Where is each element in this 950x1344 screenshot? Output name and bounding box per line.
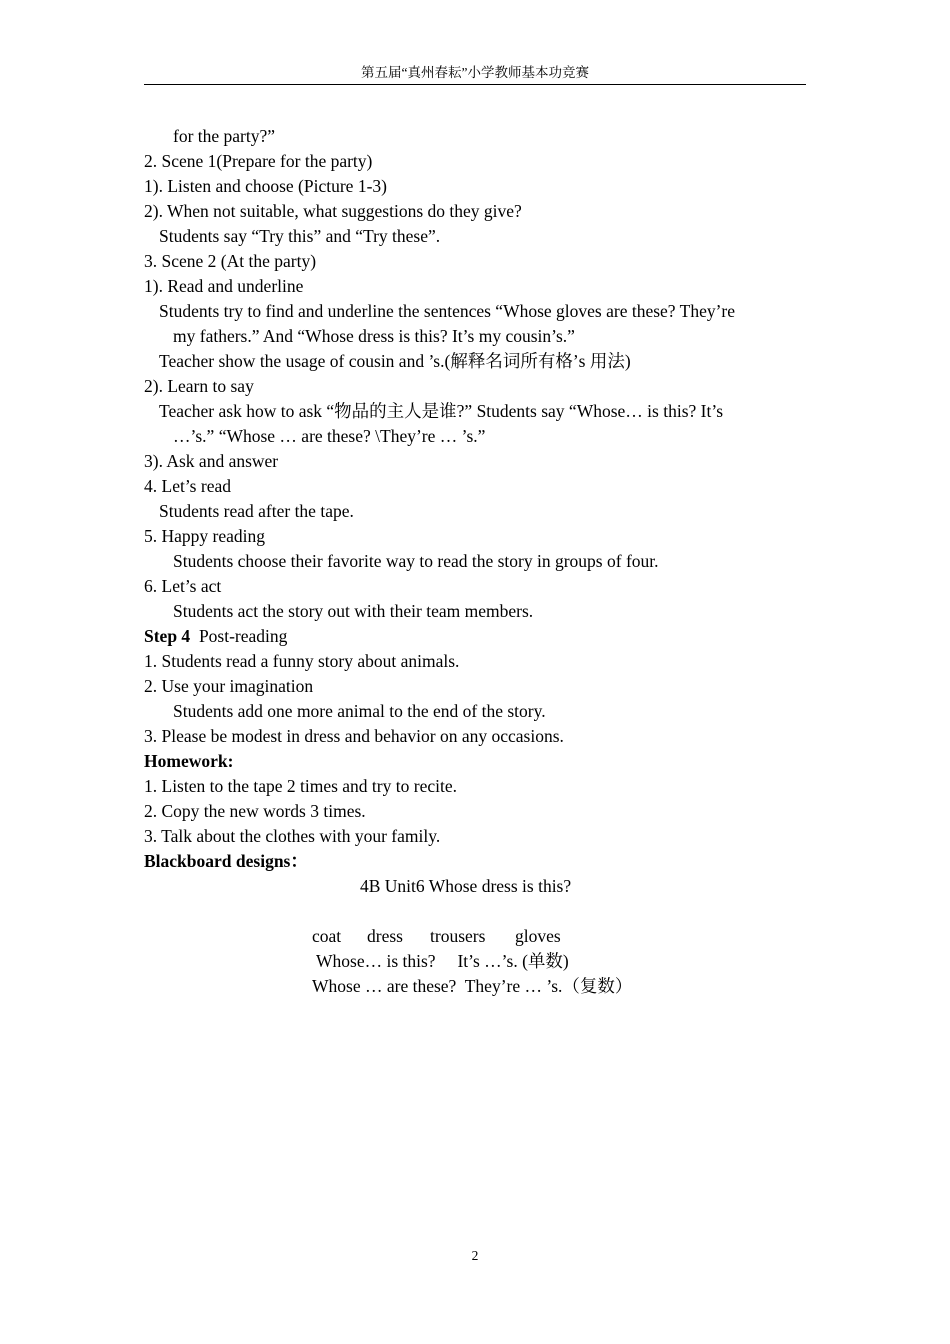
text-line: 2. Copy the new words 3 times. [144,801,366,821]
text-line: 1). Read and underline [144,276,304,296]
homework-heading: Homework: [144,751,234,771]
step4-label: Step 4 [144,626,191,646]
text-line: Students add one more animal to the end of the story. [173,701,546,721]
text-line: Teacher ask how to ask “物品的主人是谁?” Students say “Whose… is this? It’s [159,401,724,421]
header-divider [144,84,806,85]
text-line: 1. Listen to the tape 2 times and try to recite. [144,776,457,796]
text-line: 3. Talk about the clothes with your family. [144,826,441,846]
blackboard-title: 4B Unit6 Whose dress is this? [360,876,572,896]
text-line: for the party?” [173,126,276,146]
text-line: my fathers.” And “Whose dress is this? It’s my cousin’s.” [173,326,575,346]
text-line: Students say “Try this” and “Try these”. [159,226,441,246]
text-line: 2. Use your imagination [144,676,314,696]
text-line: 3). Ask and answer [144,451,279,471]
text-line: …’s.” “Whose … are these? \They’re … ’s.” [173,426,486,446]
text-line: 1). Listen and choose (Picture 1-3) [144,176,387,196]
text-line: 3. Please be modest in dress and behavior on any occasions. [144,726,564,746]
blackboard-word: coat [312,926,342,946]
step4-text: Post-reading [198,626,288,646]
text-line: Students act the story out with their team members. [173,601,534,621]
blackboard-word: dress [367,926,403,946]
page-header: 第五届“真州春耘”小学教师基本功竞赛 [361,65,589,80]
step4-heading [144,624,287,649]
text-line: Students read after the tape. [159,501,354,521]
text-line: 1. Students read a funny story about animals. [144,651,460,671]
text-line: 2). Learn to say [144,376,254,396]
text-line: Teacher show the usage of cousin and ’s.(解释名词所有格’s 用法) [159,351,631,371]
text-line: 5. Happy reading [144,526,266,546]
text-line: 2. Scene 1(Prepare for the party) [144,151,373,171]
blackboard-word: gloves [515,926,561,946]
text-line: 2). When not suitable, what suggestions do they give? [144,201,522,221]
text-line: Students choose their favorite way to read the story in groups of four. [173,551,659,571]
page-number: 2 [471,1248,479,1263]
text-line: 3. Scene 2 (At the party) [144,251,317,271]
text-line: Students try to find and underline the sentences “Whose gloves are these? They’re [159,301,736,321]
text-line: 4. Let’s read [144,476,231,496]
blackboard-word: trousers [430,926,486,946]
blackboard-singular: Whose… is this? It’s …’s. (单数) [316,951,569,971]
blackboard-plural: Whose … are these? They’re … ’s.（复数） [312,976,633,996]
blackboard-heading: Blackboard designs： [144,851,308,871]
text-line: 6. Let’s act [144,576,222,596]
